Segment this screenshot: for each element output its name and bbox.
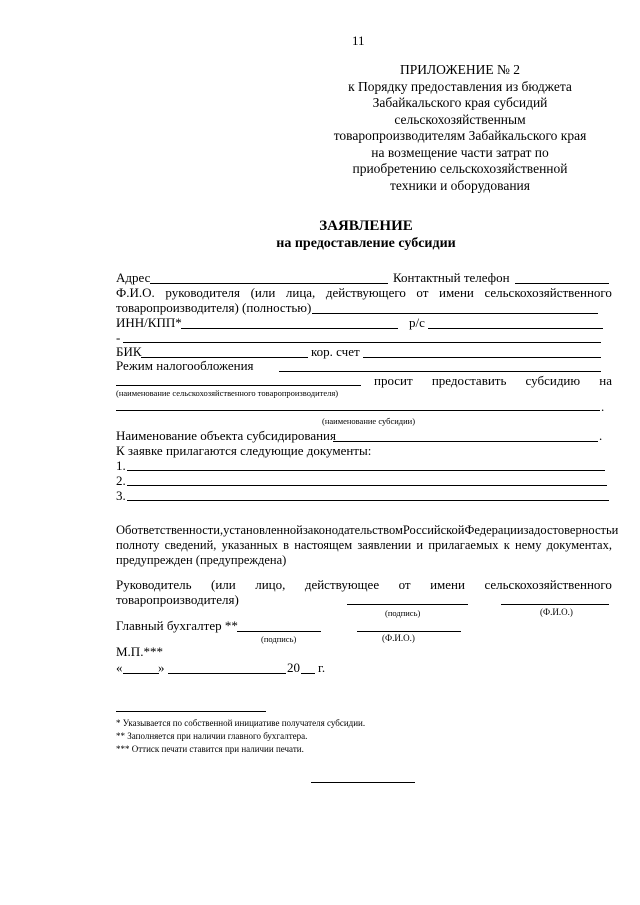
footnote: *** Оттиск печати ставится при наличии печати. [116,744,304,754]
word: установленной [223,523,303,537]
document-subtitle: на предоставление субсидии [276,236,456,251]
tax-regime-label: Режим налогообложения [116,358,254,373]
accountant-signature-field[interactable] [237,631,321,632]
document-title: ЗАЯВЛЕНИЕ [319,218,413,234]
phone-field[interactable] [515,283,609,284]
word: сведений, [164,538,217,552]
footnote: ** Заполняется при наличии главного бухгалтера. [116,731,308,741]
kor-account-field[interactable] [363,357,601,358]
doc-field-3[interactable] [127,500,609,501]
word: в [283,538,289,552]
word: действующее [304,577,380,592]
word: действующего [325,285,406,300]
appendix-line: Забайкальского края субсидий [372,95,548,110]
subsidy-name-caption: (наименование субсидии) [322,416,416,426]
signature-caption: (подпись) [385,608,421,618]
appendix-line: техники и оборудования [390,177,530,193]
chief-accountant-label: Главный бухгалтер ** [116,618,238,633]
date-close-quote: » [158,660,165,675]
attached-docs-label: К заявке прилагаются следующие документы: [116,443,372,458]
word: полноту [116,538,160,552]
word: заявлении [357,538,412,552]
head-label-row [116,577,612,592]
bik-label: БИК [116,344,142,359]
head-signature-field[interactable] [347,604,468,605]
date-month-field[interactable] [168,673,286,674]
page-number: 11 [352,33,365,48]
word: руководителя [165,285,241,300]
appendix-line: ПРИЛОЖЕНИЕ № 2 [399,62,521,77]
continuation-field[interactable] [123,342,601,343]
appendix-line: к Порядку предоставления из бюджета [348,78,572,94]
word: документах, [546,538,612,552]
stamp-place-label: М.П.*** [116,644,163,659]
responsibility-line [116,538,612,553]
doc-number: 1. [116,458,126,473]
address-field[interactable] [150,283,388,284]
doc-number: 2. [116,473,126,488]
appendix-block [300,62,620,194]
tax-regime-field[interactable] [279,371,601,372]
producer-name-caption: (наименование сельскохозяйственного товаропроизводителя) [116,388,339,398]
word: лицо, [255,577,286,592]
word: лица, [285,285,316,300]
period-mark: . [601,399,605,414]
subsidy-object-label: Наименование объекта субсидирования [116,428,336,443]
fio-caption: (Ф.И.О.) [540,607,573,617]
phone-label: Контактный телефон [393,270,510,285]
subsidy-name-field[interactable] [116,410,600,411]
word: нему [515,538,542,552]
date-year-prefix: 20 [287,660,300,675]
appendix-line: приобретению сельскохозяйственной [352,161,568,176]
appendix-line: сельскохозяйственным [394,111,526,127]
date-year-suffix: г. [318,660,326,675]
doc-field-2[interactable] [127,485,607,486]
closing-separator [311,782,415,783]
producer-name-field[interactable] [116,385,361,386]
word: предоставить [431,373,507,388]
word: к [503,538,510,552]
footnote: * Указывается по собственной инициативе получателя субсидии. [116,718,366,728]
fio-label-line2: товаропроизводителя) (полностью) [116,300,312,315]
word: имени [430,577,465,592]
word: на [599,373,612,388]
rs-field[interactable] [428,328,603,329]
appendix-line: товаропроизводителям Забайкальского края [333,128,587,143]
word: (или [210,577,236,592]
word: и [416,538,424,552]
address-label: Адрес [116,270,151,285]
fio-field[interactable] [312,313,598,314]
date-year-field[interactable] [301,673,315,674]
date-day-field[interactable] [123,673,159,674]
doc-number: 3. [116,488,126,503]
responsibility-line: предупрежден (предупреждена) [116,553,287,567]
word: сельскохозяйственного [484,285,612,300]
head-fio-field[interactable] [501,604,609,605]
inn-kpp-label: ИНН/КПП* [116,315,182,330]
word: Об [116,523,132,537]
signature-caption: (подпись) [261,634,297,644]
word: и [611,523,619,537]
word: ответственности, [131,523,224,537]
word: сельскохозяйственного [484,577,612,592]
rs-label: р/с [409,315,425,330]
date-open-quote: « [116,660,123,675]
word: Ф.И.О. [116,285,155,300]
responsibility-line [116,523,619,538]
word: от [398,577,411,592]
word: Российской [402,523,465,537]
appendix-line: на возмещение части затрат по [371,144,549,160]
word: (или [250,285,276,300]
request-text-row [374,373,612,388]
word: Федерации [464,523,524,537]
word: законодательством [302,523,403,537]
doc-field-1[interactable] [127,470,605,471]
inn-kpp-field[interactable] [181,328,398,329]
period-mark: . [599,428,603,443]
word: за [523,523,535,537]
kor-account-label: кор. счет [311,344,360,359]
head-label-line2: товаропроизводителя) [116,592,239,607]
accountant-fio-field[interactable] [357,631,461,632]
word: просит [374,373,413,388]
dash-mark: - [116,330,121,345]
subsidy-object-field[interactable] [333,441,598,442]
word: имени [439,285,474,300]
word: настоящем [294,538,353,552]
fio-label-row [116,285,612,300]
word: достоверность [534,523,612,537]
word: от [416,285,429,300]
word: Руководитель [116,577,192,592]
footnote-separator [116,711,266,712]
word: прилагаемых [428,538,499,552]
word: субсидию [525,373,581,388]
fio-caption: (Ф.И.О.) [382,633,415,643]
word: указанных [221,538,278,552]
